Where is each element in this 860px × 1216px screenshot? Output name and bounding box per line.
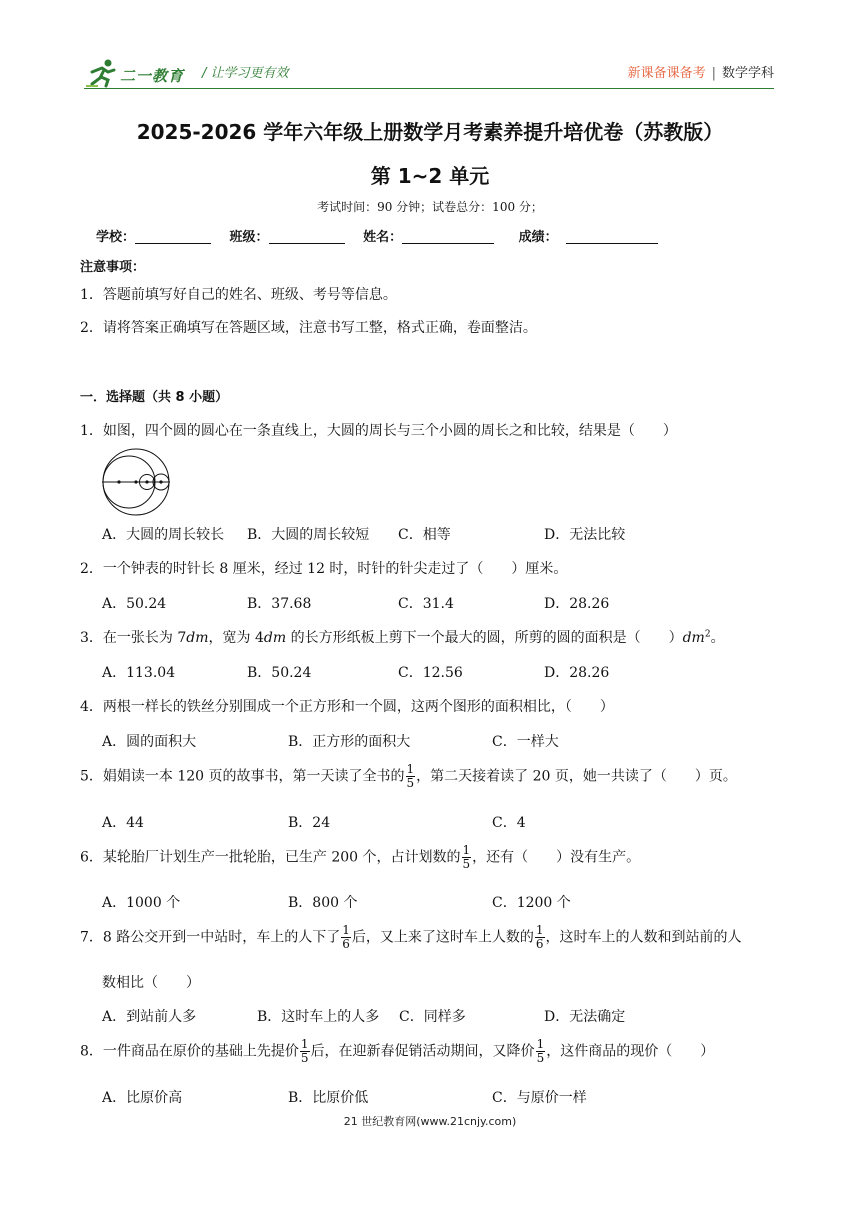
question-7-text: [80, 924, 742, 951]
option[interactable]: B．大圆的周长较短: [247, 527, 370, 543]
question-5-text: [80, 763, 737, 790]
option[interactable]: B．37.68: [247, 596, 312, 612]
option[interactable]: D．28.26: [544, 596, 610, 612]
option[interactable]: C．12.56: [398, 665, 463, 681]
student-info-row: [96, 226, 672, 245]
fraction-numerator: 1: [342, 923, 350, 937]
q3-superscript: 2: [704, 629, 711, 640]
option[interactable]: C．4: [492, 815, 526, 831]
q8-mid: 后，在迎新春促销活动期间，又降价: [310, 1043, 535, 1060]
q7-mid: 后，又上来了这时车上人数的: [351, 929, 534, 946]
option[interactable]: B．24: [288, 815, 331, 831]
page-footer: 21 世纪教育网(www.21cnjy.com): [343, 1115, 517, 1128]
fraction-denominator: 6: [535, 937, 544, 951]
option[interactable]: D．无法确定: [544, 1009, 626, 1025]
option[interactable]: A．44: [102, 815, 144, 831]
q3-post: 的长方形纸板上剪下一个最大的圆，所剪的圆的面积是（ ）: [286, 630, 683, 646]
q3-end: 。: [710, 630, 725, 646]
exam-meta: 考试时间：90 分钟；试卷总分：100 分；: [317, 200, 543, 214]
option[interactable]: C．同样多: [399, 1009, 466, 1025]
question-1-text: 1．如图，四个圆的圆心在一条直线上，大圆的周长与三个小圆的周长之和比较，结果是（ ）: [80, 423, 677, 439]
fraction-numerator: 1: [406, 762, 415, 776]
option[interactable]: D．28.26: [544, 665, 610, 681]
slogan: / 让学习更有效: [202, 66, 289, 81]
question-2-text: 2．一个钟表的时针长 8 厘米，经过 12 时，时针的针尖走过了（ ）厘米。: [80, 561, 568, 577]
page-title: 2025-2026 学年六年级上册数学月考素养提升培优卷（苏教版）: [136, 120, 724, 144]
fraction-numerator: 1: [300, 1037, 309, 1051]
option[interactable]: A．圆的面积大: [102, 734, 197, 750]
question-3-text: [80, 627, 725, 647]
q5-pre: 5．娟娟读一本 120 页的故事书，第一天读了全书的: [80, 768, 405, 785]
option[interactable]: C．相等: [398, 527, 451, 543]
school-blank[interactable]: [135, 229, 211, 244]
logo-text: 二一教育: [120, 67, 185, 85]
fraction: [341, 924, 351, 951]
option[interactable]: D．无法比较: [544, 527, 626, 543]
option[interactable]: A．比原价高: [102, 1090, 183, 1106]
score-label: 成绩：: [518, 230, 558, 245]
fraction-denominator: 5: [300, 1051, 309, 1065]
header-subject-label: 数学学科: [721, 66, 774, 81]
fraction: [462, 844, 472, 871]
fraction: [406, 763, 416, 790]
class-blank[interactable]: [269, 229, 345, 244]
fraction: [535, 924, 545, 951]
option[interactable]: C．1200 个: [492, 895, 571, 911]
name-blank[interactable]: [402, 229, 494, 244]
option[interactable]: A．1000 个: [102, 895, 181, 911]
q3-unit-2: dm: [263, 630, 287, 646]
question-4-text: 4．两根一样长的铁丝分别围成一个正方形和一个圆，这两个图形的面积相比，（ ）: [80, 699, 614, 715]
option[interactable]: C．一样大: [492, 734, 559, 750]
page-subtitle: 第 1~2 单元: [370, 164, 490, 188]
option[interactable]: B．800 个: [288, 895, 358, 911]
q5-post: ，第二天接着读了 20 页，她一共读了（ ）页。: [416, 768, 737, 785]
notice-item: 1．答题前填写好自己的姓名、班级、考号等信息。: [80, 287, 397, 303]
q7-pre: 7．8 路公交开到一中站时，车上的人下了: [80, 929, 341, 946]
q3-unit-3: dm: [682, 630, 705, 646]
fraction: [300, 1038, 310, 1065]
school-label: 学校：: [96, 230, 136, 245]
q7-post: ，这时车上的人数和到站前的人: [545, 929, 742, 946]
q3-unit-1: dm: [186, 630, 209, 646]
header-course-label: 新课备课备考: [627, 66, 706, 81]
option[interactable]: B．正方形的面积大: [288, 734, 411, 750]
option[interactable]: A．113.04: [102, 665, 176, 681]
fraction-numerator: 1: [536, 1037, 545, 1051]
header-separator: |: [711, 66, 716, 81]
option[interactable]: A．大圆的周长较长: [102, 527, 225, 543]
notice-item: 2．请将答案正确填写在答题区域，注意书写工整，格式正确，卷面整洁。: [80, 320, 537, 336]
option[interactable]: B．这时车上的人多: [257, 1009, 380, 1025]
notice-title: 注意事项：: [80, 260, 146, 275]
class-label: 班级：: [229, 230, 269, 245]
q3-mid: ，宽为 4: [208, 630, 264, 646]
circles-figure: [100, 446, 172, 522]
q3-pre: 3．在一张长为 7: [80, 630, 187, 646]
question-6-text: [80, 844, 640, 871]
fraction: [536, 1038, 546, 1065]
name-label: 姓名：: [363, 230, 403, 245]
logo: [84, 58, 204, 90]
q8-post: ，这件商品的现价（ ）: [546, 1043, 715, 1060]
option[interactable]: B．50.24: [247, 665, 312, 681]
question-7-continuation: 数相比（ ）: [102, 975, 200, 991]
section-title: 一．选择题（共 8 小题）: [80, 390, 229, 405]
fraction-denominator: 6: [342, 937, 350, 951]
runner-logo-icon: [84, 58, 120, 88]
q8-pre: 8．一件商品在原价的基础上先提价: [80, 1043, 299, 1060]
option[interactable]: C．31.4: [398, 596, 454, 612]
fraction-denominator: 5: [406, 776, 415, 790]
header-right: [628, 62, 774, 81]
fraction-denominator: 5: [462, 857, 471, 871]
score-blank[interactable]: [566, 229, 658, 244]
fraction-denominator: 5: [536, 1051, 545, 1065]
header-divider: [84, 88, 774, 89]
fraction-numerator: 1: [535, 923, 544, 937]
q6-pre: 6．某轮胎厂计划生产一批轮胎，已生产 200 个，占计划数的: [80, 849, 461, 866]
question-8-text: [80, 1038, 714, 1065]
fraction-numerator: 1: [462, 843, 471, 857]
q6-post: ，还有（ ）没有生产。: [472, 849, 641, 866]
option[interactable]: A．到站前人多: [102, 1009, 197, 1025]
option[interactable]: C．与原价一样: [492, 1090, 587, 1106]
option[interactable]: B．比原价低: [288, 1090, 369, 1106]
option[interactable]: A．50.24: [102, 596, 167, 612]
four-circles-diagram: [100, 446, 172, 518]
